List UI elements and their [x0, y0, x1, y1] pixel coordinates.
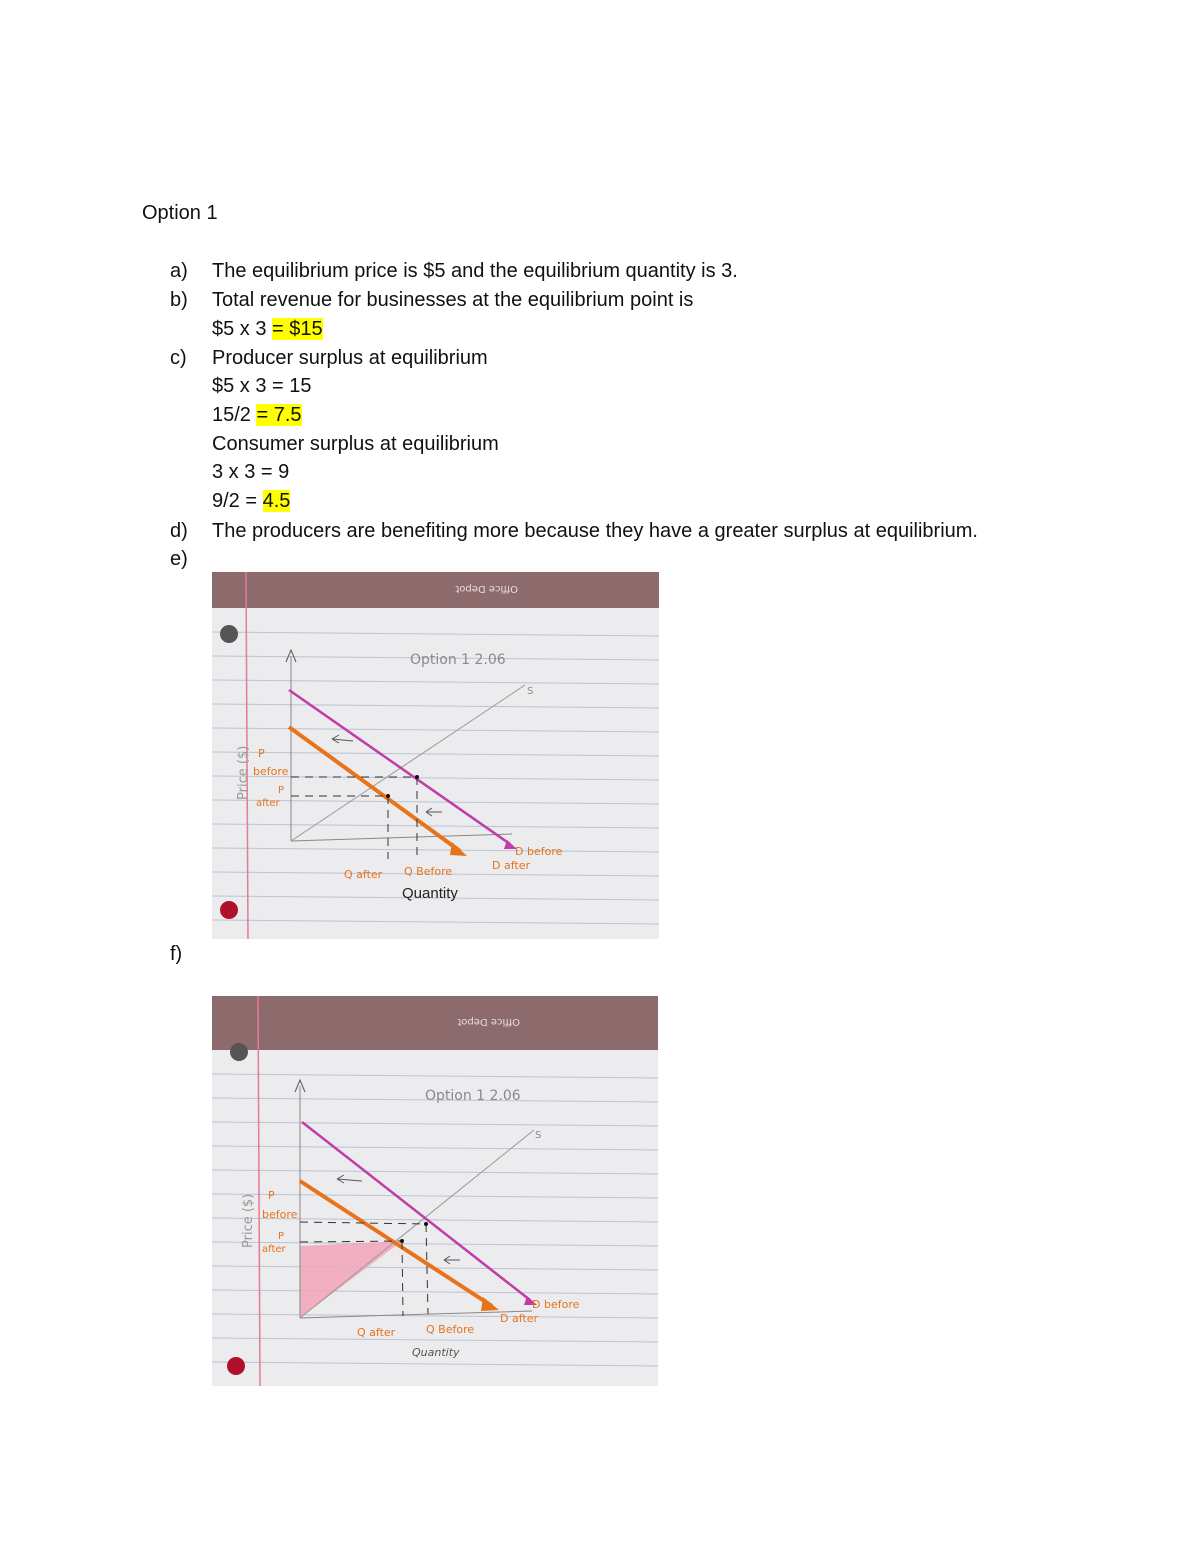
notebook-brand: Office Depot: [457, 1016, 520, 1027]
document-title: Option 1: [142, 202, 218, 224]
p-after-label-line1: P: [278, 1231, 285, 1242]
supply-label: S: [527, 686, 534, 697]
q-before-label: Q Before: [426, 1323, 475, 1336]
p-before-label-line2: before: [262, 1208, 298, 1221]
p-before-label-line1: P: [258, 747, 265, 760]
item-text: The equilibrium price is $5 and the equilibrium quantity is 3.: [212, 260, 738, 282]
y-axis-label: Price ($): [236, 745, 251, 800]
notebook-brand: Office Depot: [455, 583, 518, 594]
item-marker: b): [170, 289, 188, 311]
item-text: Total revenue for businesses at the equilibrium point is: [212, 289, 694, 311]
p-after-label-line1: P: [278, 785, 285, 796]
item-marker: e): [170, 548, 188, 570]
q-before-label: Q Before: [404, 865, 453, 878]
item-marker: c): [170, 347, 187, 369]
producer-result-highlight: = 7.5: [256, 404, 302, 426]
item-marker: d): [170, 520, 188, 542]
item-marker: f): [170, 943, 183, 965]
photo-heading: Option 1 2.06: [410, 652, 506, 668]
supply-label: S: [535, 1130, 542, 1141]
d-before-label: D before: [515, 845, 563, 858]
q-after-label: Q after: [357, 1326, 396, 1339]
y-axis-label: Price ($): [241, 1193, 256, 1248]
q-after-label: Q after: [344, 868, 383, 881]
p-before-label-line2: before: [253, 765, 289, 778]
notebook-photo-f: [212, 996, 658, 1386]
d-after-label: D after: [500, 1312, 538, 1325]
photo-heading: Option 1 2.06: [425, 1088, 521, 1104]
p-before-label-line1: P: [268, 1189, 275, 1202]
p-after-label-line2: after: [256, 798, 280, 809]
d-before-label: D before: [532, 1298, 580, 1311]
calc-highlight: = $15: [272, 318, 323, 340]
document-page: Option 1 a) The equilibrium price is $5 and the equilibrium quantity is 3. b) Total revenue for businesses at the equilibrium point is $5 x 3 = $15 c) Producer surplus at equilibrium $5 x 3 = 15 15/2 = 7.5 Consumer surplus at equilibrium 3 x 3 = 9 9/2 = 4.5 d) The producers are benefiting more because they have a greater surplus at equilibrium. e) Office Depot Option 1 2.06 S Price ($) P before P after Q after Q Before D before D after Quantity f) Office Depot Option 1 2.06 S Price ($) P before P after Q after Q Before D before D after Quantity: [0, 0, 1200, 1553]
notebook-photo-e: [212, 572, 659, 939]
producer-heading: Producer surplus at equilibrium: [212, 347, 488, 369]
x-axis-label: Quantity: [402, 885, 458, 902]
x-axis-label: Quantity: [412, 1346, 460, 1359]
p-after-label-line2: after: [262, 1244, 286, 1255]
consumer-result-highlight: 4.5: [262, 490, 291, 512]
calc-plain: $5 x 3: [212, 318, 273, 340]
item-marker: a): [170, 260, 188, 282]
item-text: The producers are benefiting more because they have a greater surplus at equilibrium.: [212, 520, 978, 542]
d-after-label: D after: [492, 859, 530, 872]
